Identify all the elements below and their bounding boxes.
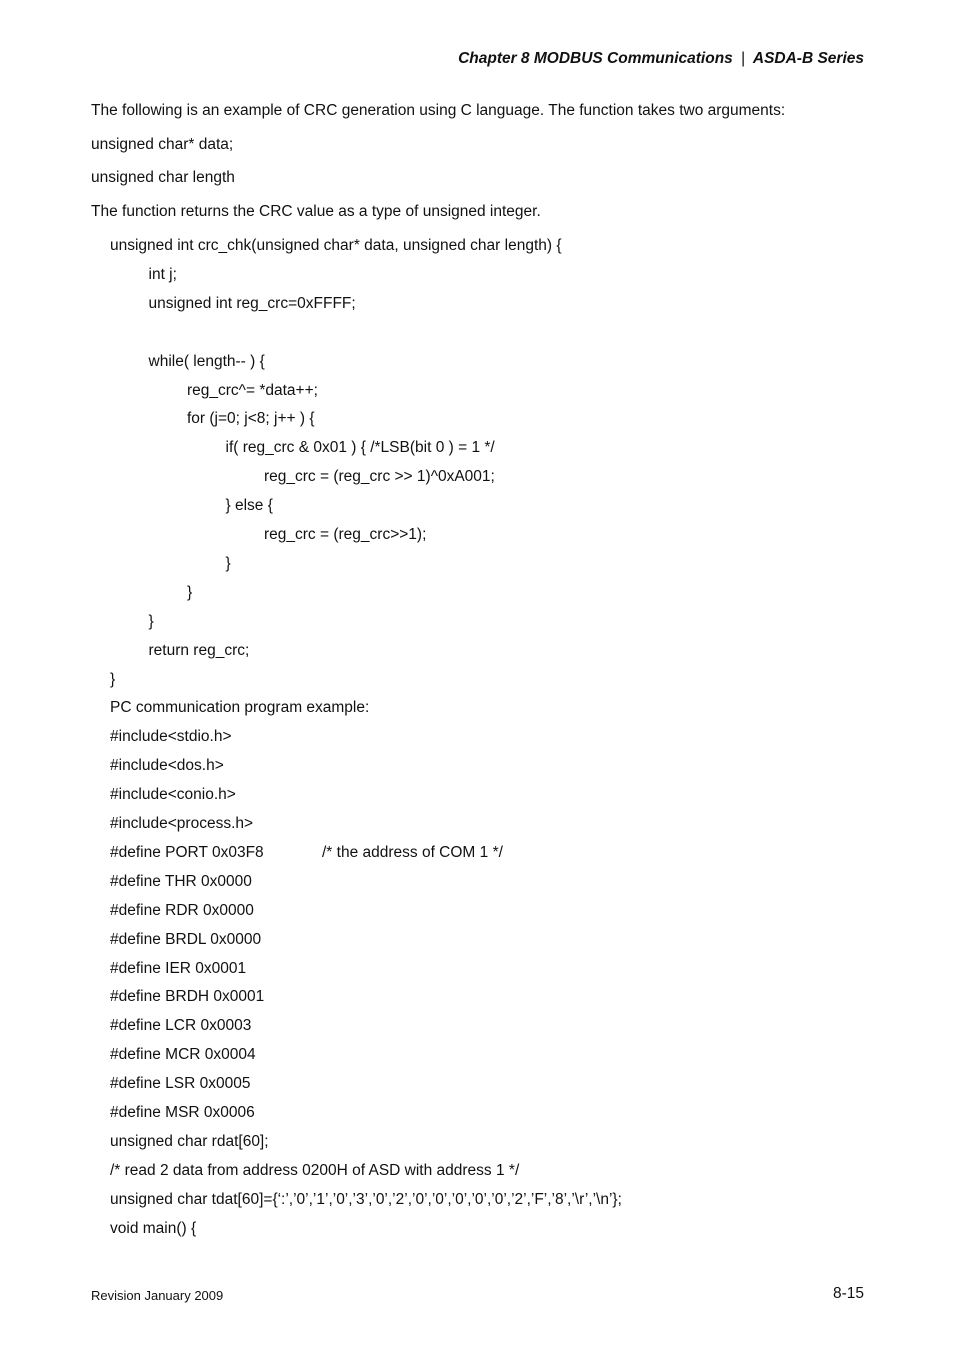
code-text: } [110,670,116,688]
intro-line: The following is an example of CRC generation using C language. The function takes two arguments: [91,102,786,119]
code-line [110,988,264,1006]
code-text: reg_crc = (reg_crc>>1); [264,526,427,543]
code-line [110,902,254,920]
code-text: #include<conio.h> [110,786,236,804]
code-line [264,468,495,486]
code-line [226,497,273,515]
page-header [458,50,864,68]
code-line [187,410,315,428]
code-text: #include<process.h> [110,815,254,832]
code-text: reg_crc^= *data++; [187,381,318,399]
code-line [149,642,250,660]
code-line [226,439,495,457]
code-line [110,237,562,255]
code-text: void main() { [110,1219,197,1237]
code-line [110,931,261,949]
code-line [110,699,369,717]
code-line [110,1162,519,1180]
code-text: #define BRDH 0x0001 [110,988,265,1006]
code-text: #define MSR 0x0006 [110,1104,255,1121]
code-line [226,555,231,573]
code-line [149,353,265,371]
code-line [110,757,224,775]
code-comment: /* the address of COM 1 */ [322,843,503,861]
code-line [110,786,236,804]
code-text: #define THR 0x0000 [110,872,252,890]
code-line [264,526,426,544]
code-text: #define BRDL 0x0000 [110,930,262,948]
code-text: unsigned int crc_chk(unsigned char* data, unsigned char length) { [110,237,562,254]
code-text: if( reg_crc & 0x01 ) { /*LSB(bit 0 ) = 1 */ [225,439,495,457]
code-text: #define LCR 0x0003 [110,1017,252,1035]
code-line [110,815,253,833]
code-text: int j; [148,265,177,283]
code-text: unsigned int reg_crc=0xFFFF; [148,294,356,312]
code-text: reg_crc = (reg_crc >> 1)^0xA001; [264,468,495,486]
code-line [110,1133,269,1151]
code-line [110,728,232,746]
code-line [110,960,246,978]
page-number: 8-15 [832,1285,864,1302]
code-text: #include<stdio.h> [110,728,232,746]
code-line [149,613,154,631]
code-text: #define LSR 0x0005 [110,1075,251,1093]
code-line [110,671,115,689]
code-text: } [187,583,193,601]
revision-note: Revision January 2009 [91,1288,224,1303]
code-text: return reg_crc; [148,641,250,659]
code-text: } else { [225,497,273,515]
code-text: #define RDR 0x0000 [110,901,254,919]
code-line [110,1104,255,1122]
code-line [149,295,356,313]
code-text: /* read 2 data from address 0200H of ASD with address 1 */ [110,1161,520,1179]
code-line [110,873,252,891]
series-title: ASDA-B Series [752,50,864,67]
intro-line: unsigned char length [91,169,235,186]
code-line [110,1075,250,1093]
code-line [149,266,177,284]
code-text: } [225,554,231,572]
code-line [187,584,192,602]
code-text: for (j=0; j<8; j++ ) { [187,410,315,428]
code-text: unsigned char tdat[60]={‘:’,’0’,’1’,’0’,’3’,’0’,’2’,’0’,’0’,’0’,’0’,’0’,’2’,’F’,’8’,’\r’,’\n’}; [110,1190,622,1208]
code-text: #define MCR 0x0004 [110,1046,256,1064]
code-line [110,1220,196,1238]
code-line [110,1191,622,1209]
code-line [110,1017,251,1035]
code-line [110,843,503,862]
code-text: while( length-- ) { [148,352,265,370]
code-line [187,382,318,400]
code-line [110,1046,256,1064]
intro-line: The function returns the CRC value as a type of unsigned integer. [91,203,541,220]
chapter-title: Chapter 8 MODBUS Communications [458,50,733,67]
code-text: PC communication program example: [110,699,370,717]
code-text: } [148,612,154,630]
intro-line: unsigned char* data; [91,136,234,153]
code-text: unsigned char rdat[60]; [110,1132,269,1150]
header-separator: | [741,50,746,67]
code-text: #define IER 0x0001 [110,959,247,977]
code-text: #include<dos.h> [110,757,224,775]
code-text: #define PORT 0x03F8 [110,843,264,861]
